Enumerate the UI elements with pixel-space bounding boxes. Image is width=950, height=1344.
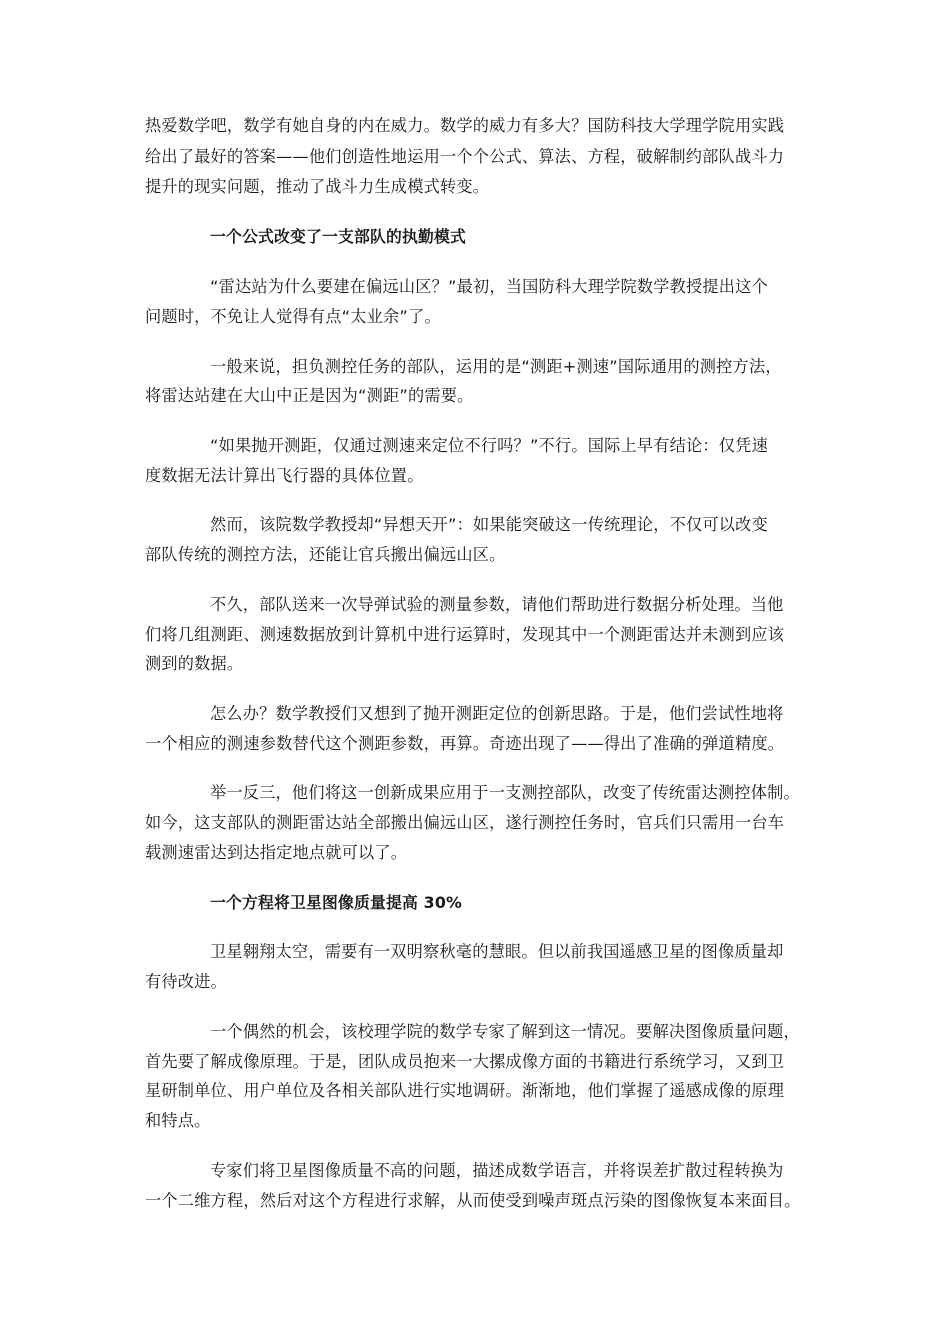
- paragraph-line: 首先要了解成像原理。于是，团队成员抱来一大摞成像方面的书籍进行系统学习，又到卫: [145, 1052, 785, 1071]
- paragraph-line: 然而，该院数学教授却“异想天开”：如果能突破这一传统理论，不仅可以改变: [210, 515, 768, 534]
- paragraph-line: 和特点。: [145, 1111, 211, 1130]
- paragraph-line: “雷达站为什么要建在偏远山区？”最初，当国防科大理学院数学教授提出这个: [210, 277, 768, 296]
- paragraph-line: “如果抛开测距，仅通过测速来定位不行吗？”不行。国际上早有结论：仅凭速: [210, 436, 768, 455]
- paragraph-line: 不久，部队送来一次导弹试验的测量参数，请他们帮助进行数据分析处理。当他: [210, 595, 784, 614]
- paragraph-line: 热爱数学吧，数学有她自身的内在威力。数学的威力有多大？国防科技大学理学院用实践: [145, 116, 785, 135]
- paragraph-line: 有待改进。: [145, 972, 227, 991]
- paragraph-line: 将雷达站建在大山中正是因为“测距”的需要。: [145, 386, 474, 405]
- paragraph-line: 如今，这支部队的测距雷达站全部搬出偏远山区，遂行测控任务时，官兵们只需用一台车: [145, 813, 785, 832]
- paragraph-line: 提升的现实问题，推动了战斗力生成模式转变。: [145, 177, 490, 196]
- paragraph-line: 卫星翱翔太空，需要有一双明察秋毫的慧眼。但以前我国遥感卫星的图像质量却: [210, 942, 784, 961]
- paragraph-line: 星研制单位、用户单位及各相关部队进行实地调研。渐渐地，他们掌握了遥感成像的原理: [145, 1081, 785, 1100]
- paragraph-line: 问题时，不免让人觉得有点“太业余”了。: [145, 307, 441, 326]
- paragraph-line: 一个相应的测速参数替代这个测距参数，再算。奇迹出现了——得出了准确的弹道精度。: [145, 734, 785, 753]
- paragraph-line: 一般来说，担负测控任务的部队，运用的是“测距+测速”国际通用的测控方法，: [210, 357, 782, 376]
- paragraph-line: 部队传统的测控方法，还能让官兵搬出偏远山区。: [145, 545, 506, 564]
- paragraph-line: 度数据无法计算出飞行器的具体位置。: [145, 466, 424, 485]
- paragraph-line: 给出了最好的答案——他们创造性地运用一个个公式、算法、方程，破解制约部队战斗力: [145, 147, 785, 166]
- paragraph-line: 一个二维方程，然后对这个方程进行求解，从而使受到噪声斑点污染的图像恢复本来面目。: [145, 1191, 801, 1210]
- paragraph-line: 专家们将卫星图像质量不高的问题，描述成数学语言，并将误差扩散过程转换为: [210, 1161, 784, 1180]
- paragraph-line: 怎么办？数学教授们又想到了抛开测距定位的创新思路。于是，他们尝试性地将: [210, 704, 784, 723]
- paragraph-line: 测到的数据。: [145, 654, 244, 673]
- section-heading: 一个公式改变了一支部队的执勤模式: [210, 227, 466, 246]
- paragraph-line: 一个偶然的机会，该校理学院的数学专家了解到这一情况。要解决图像质量问题，: [210, 1022, 800, 1041]
- paragraph-line: 举一反三，他们将这一创新成果应用于一支测控部队，改变了传统雷达测控体制。: [210, 783, 800, 802]
- paragraph-line: 们将几组测距、测速数据放到计算机中进行运算时，发现其中一个测距雷达并未测到应该: [145, 625, 785, 644]
- paragraph-line: 载测速雷达到达指定地点就可以了。: [145, 843, 408, 862]
- section-heading: 一个方程将卫星图像质量提高 30%: [210, 893, 463, 912]
